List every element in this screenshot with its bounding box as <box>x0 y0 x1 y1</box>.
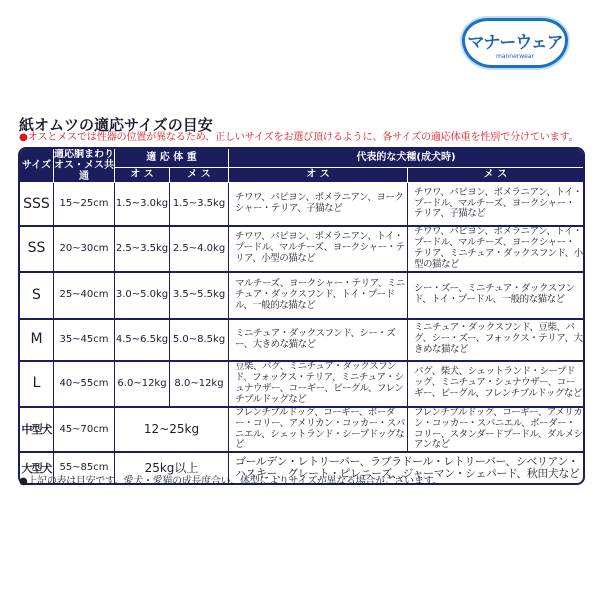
size-cell: 大型犬 <box>20 453 54 483</box>
header-size: サイズ <box>20 149 54 183</box>
header-breed-female: メ ス <box>408 168 583 183</box>
table-row <box>20 273 583 320</box>
weight-male-cell: 6.0~12kg <box>115 362 170 408</box>
logo-subtext: mannerwear <box>495 53 535 60</box>
footer-note: ●上記の表は目安です。愛犬・愛猫の成長度合い、体型によりサイズが異なる場合がございます。 <box>19 476 443 487</box>
weight-cell: 12~25kg <box>115 408 229 454</box>
waist-cell: 45~70cm <box>54 408 115 454</box>
header-weight-female: メ ス <box>170 168 229 183</box>
table-row <box>20 320 583 362</box>
breeds-male-cell: マルチーズ、ヨークシャー・テリア、ミニチュア・ダックスフンド、トイ・プードル、一般的な猫など <box>229 273 408 320</box>
weight-male-cell: 1.5~3.0kg <box>115 183 170 227</box>
breeds-male-cell: チワワ、パピヨン、ポメラニアン、ヨークシャー・テリア、子猫など <box>229 183 408 227</box>
weight-female-cell: 8.0~12kg <box>170 362 229 408</box>
size-cell: 中型犬 <box>20 408 54 454</box>
size-table <box>18 147 585 485</box>
waist-cell: 20~30cm <box>54 227 115 273</box>
header-waist <box>54 149 115 183</box>
weight-male-cell: 2.5~3.5kg <box>115 227 170 273</box>
table-row <box>20 183 583 227</box>
breeds-female-cell: ミニチュア・ダックスフンド、豆柴、パグ、シー・ズー、フォックス・テリア、大きめな猫など <box>408 320 583 362</box>
size-cell: M <box>20 320 54 362</box>
header-weight-male: オ ス <box>115 168 170 183</box>
breeds-cell: ゴールデン・レトリーバー、ラブラドール・レトリーバー、シベリアン・ハスキー、グレート・ピレニーズ、ジャーマン・シェパード、秋田犬など <box>235 454 580 481</box>
brand-logo <box>462 18 568 68</box>
breeds-male-cell: 豆柴、パグ、ミニチュア・ダックスフンド、フォックス・テリア、ミニチュア・シュナウザー、コーギー、ビーグル、フレンチブルドッグなど <box>229 362 408 408</box>
weight-female-cell: 1.5~3.5kg <box>170 183 229 227</box>
header-weight: 適 応 体 重 <box>115 149 229 168</box>
breeds-male-cell: フレンチブルドッグ、コーギー、ボーダー・コリー、アメリカン・コッカー・スパニエル、シェットランド・シープドッグなど <box>229 408 408 454</box>
weight-cell: 25kg以上 <box>115 453 229 483</box>
header-breeds: 代表的な犬種(成犬時) <box>229 149 583 168</box>
weight-female-cell: 2.5~4.0kg <box>170 227 229 273</box>
size-cell: SS <box>20 227 54 273</box>
logo-text: マナーウェア <box>467 33 563 53</box>
breeds-male-cell: ミニチュア・ダックスフンド、シー・ズー、大きめな猫など <box>229 320 408 362</box>
breeds-female-cell: パグ、柴犬、シェットランド・シープドッグ、ミニチュア・シュナウザー、コーギー、ビーグル、フレンチブルドッグなど <box>408 362 583 408</box>
weight-male-cell: 3.0~5.0kg <box>115 273 170 320</box>
size-cell: L <box>20 362 54 408</box>
header-waist-line1: 適応胴まわり <box>54 149 114 160</box>
weight-female-cell: 5.0~8.5kg <box>170 320 229 362</box>
breeds-male-cell: チワワ、パピヨン、ポメラニアン、トイ・プードル、マルチーズ、ヨークシャー・テリア、小型の猫など <box>229 227 408 273</box>
page-title: 紙オムツの適応サイズの目安 <box>19 116 213 134</box>
waist-cell: 40~55cm <box>54 362 115 408</box>
table-row <box>20 227 583 273</box>
waist-cell: 35~45cm <box>54 320 115 362</box>
breeds-female-cell: フレンチブルドッグ、コーギー、アメリカン・コッカー・スパニエル、ボーダー・コリー、スタンダードプードル、ダルメシアンなど <box>408 408 583 454</box>
waist-cell: 25~40cm <box>54 273 115 320</box>
header-waist-line2: オス・メス共通 <box>54 160 114 182</box>
waist-cell: 15~25cm <box>54 183 115 227</box>
table-row <box>20 362 583 408</box>
table-row <box>20 408 583 454</box>
size-cell: SSS <box>20 183 54 227</box>
notice-text: ●オスとメスでは性器の位置が異なるため、正しいサイズをお選び頂けるように、各サイズの適応体重を性別で分けています。 <box>19 132 579 143</box>
breeds-female-cell: チワワ、パピヨン、ポメラニアン、トイ・プードル、マルチーズ、ヨークシャー・テリア、ミニチュア・ダックスフンド、小型の猫など <box>408 227 583 273</box>
breeds-female-cell: シー・ズー、ミニチュア・ダックスフンド、トイ・プードル、一般的な猫など <box>408 273 583 320</box>
weight-female-cell: 3.5~5.5kg <box>170 273 229 320</box>
header-breed-male: オ ス <box>229 168 408 183</box>
breeds-female-cell: チワワ、パピヨン、ポメラニアン、トイ・プードル、マルチーズ、ヨークシャー・テリア、子猫など <box>408 183 583 227</box>
weight-male-cell: 4.5~6.5kg <box>115 320 170 362</box>
size-cell: S <box>20 273 54 320</box>
waist-cell: 55~85cm <box>54 453 115 483</box>
